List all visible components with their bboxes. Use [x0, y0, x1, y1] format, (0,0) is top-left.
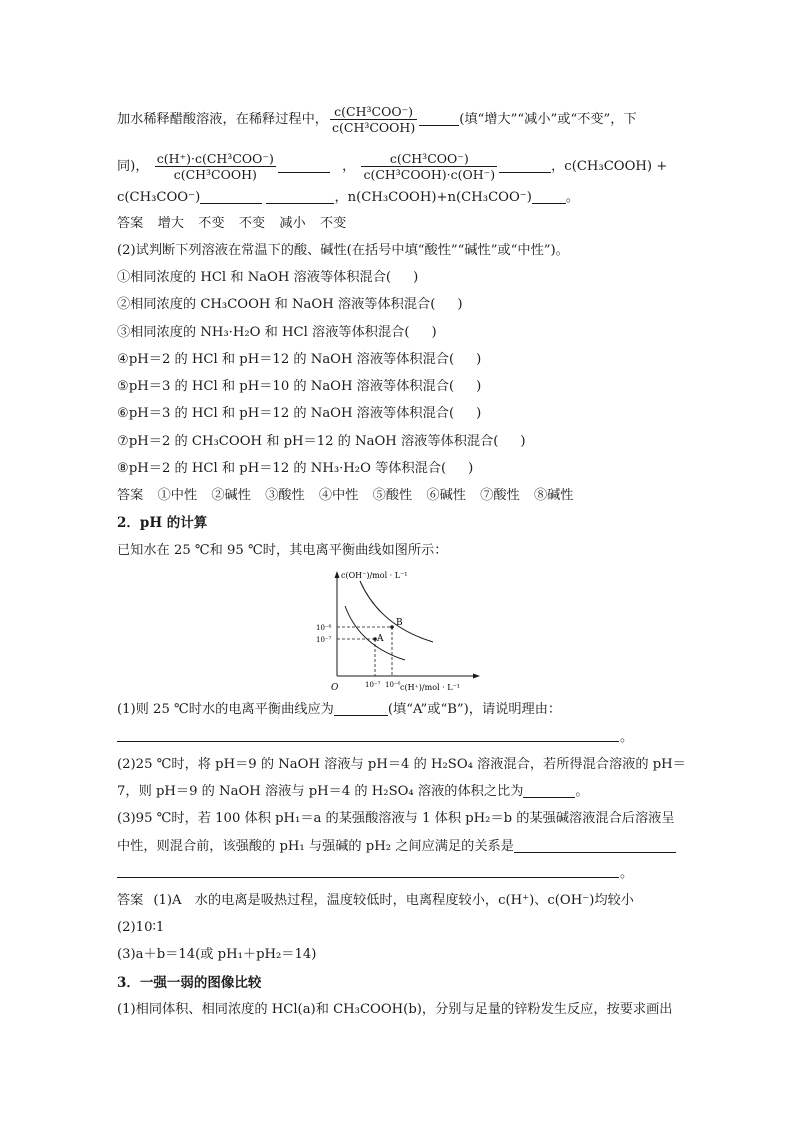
sec2-q3-line2: 中性，则混合前，该强酸的 pH₁ 与强碱的 pH₂ 之间应满足的关系是: [117, 837, 676, 857]
answer-3-line3: (3)a＋b＝14(或 pH₁＋pH₂＝14): [117, 947, 317, 962]
sec2-intro: 已知水在 25 ℃和 95 ℃时，其电离平衡曲线如图所示：: [117, 543, 448, 558]
blank[interactable]: [278, 158, 330, 173]
q2-item: ②相同浓度的 CH₃COOH 和 NaOH 溶液等体积混合( ): [117, 297, 463, 312]
y-axis-label: c(OH⁻)/mol · L⁻¹: [341, 571, 408, 580]
q2-item: ⑤pH＝3 的 HCl 和 pH＝10 的 NaOH 溶液等体积混合( ): [117, 379, 482, 394]
answer-3: 答案 (1)A 水的电离是吸热过程，温度较低时，电离程度较小，c(H⁺)、c(OH⁻)均较小: [117, 893, 634, 908]
blank[interactable]: [523, 783, 575, 798]
y-tick-label: 10⁻⁶: [316, 624, 332, 632]
answer-line[interactable]: [117, 877, 619, 878]
q2-item: ⑧pH＝2 的 HCl 和 pH＝12 的 NH₃·H₂O 等体积混合( ): [117, 461, 474, 476]
fraction-3: $\frac{\text{c(CH³COO⁻)}}{\text{c(CH³COOH)·c(OH⁻)}}$: [363, 151, 496, 182]
q2-intro: (2)试判断下列溶液在常温下的酸、碱性(在括号中填“酸性”“碱性”或“中性”)。: [117, 243, 569, 258]
blank[interactable]: [499, 158, 551, 173]
sec2-q3-line1: (3)95 ℃时，若 100 体积 pH₁＝a 的某强酸溶液与 1 体积 pH₂＝b 的某强碱溶液混合后溶液呈: [117, 811, 675, 826]
q2-item: ⑦pH＝2 的 CH₃COOH 和 pH＝12 的 NaOH 溶液等体积混合( ): [117, 434, 526, 449]
sec3-line1: (1)相同体积、相同浓度的 HCl(a)和 CH₃COOH(b)，分别与足量的锌粉发生反应，按要求画出: [117, 1002, 673, 1017]
y-tick-label: 10⁻⁷: [316, 636, 332, 644]
section-heading: 3．一强一弱的图像比较: [117, 975, 262, 991]
curve-b: [360, 581, 433, 642]
ionization-curve-graph: [305, 566, 490, 694]
sec2-q1: (1)则 25 ℃时水的电离平衡曲线应为 (填“A”或“B”)，请说明理由：: [117, 702, 562, 717]
p1-line1: 加水稀释醋酸溶液，在稀释过程中， $\frac{\text{c(CH³COO⁻)}}{\text{c(CH³COOH)}}$ (填“增大”“减小”或“不变”，下: [117, 104, 637, 135]
blank[interactable]: [266, 189, 334, 204]
sec2-q2-line1: (2)25 ℃时，将 pH＝9 的 NaOH 溶液与 pH＝4 的 H₂SO₄ 溶液混合，若所得混合溶液的 pH＝: [117, 757, 686, 772]
point-a-label: A: [377, 634, 384, 644]
origin-label: O: [331, 683, 339, 693]
q2-item: ①相同浓度的 HCl 和 NaOH 溶液等体积混合( ): [117, 270, 419, 285]
sec2-q2-line2: 7，则 pH＝9 的 NaOH 溶液与 pH＝4 的 H₂SO₄ 溶液的体积之比为 。: [117, 784, 589, 799]
x-tick-label: 10⁻⁶: [385, 681, 401, 689]
answer-3-line2: (2)10∶1: [117, 920, 165, 935]
q2-item: ③相同浓度的 NH₃·H₂O 和 HCl 溶液等体积混合( ): [117, 325, 437, 340]
y-axis-arrow: [335, 571, 340, 578]
q2-item: ⑥pH＝3 的 HCl 和 pH＝12 的 NaOH 溶液等体积混合( ): [117, 406, 482, 421]
x-axis-arrow: [473, 674, 480, 679]
p1-text: 加水稀释醋酸溶液，在稀释过程中，: [117, 112, 328, 127]
point-b: [390, 625, 394, 629]
fraction-1: $\frac{\text{c(CH³COO⁻)}}{\text{c(CH³COOH)}}$: [332, 104, 416, 135]
x-tick-label: 10⁻⁷: [365, 681, 381, 689]
answer-2: 答案 ①中性 ②碱性 ③酸性 ④中性 ⑤酸性 ⑥碱性 ⑦酸性 ⑧碱性: [117, 488, 574, 503]
blank[interactable]: [532, 189, 566, 204]
p1-line2: 同)， $\frac{\text{c(H⁺)·c(CH³COO⁻)}}{\text{c(CH³COOH)}}$ ， $\frac{\text{c(CH³COO⁻)}}{\text{c(CH³COOH)·c(OH⁻)}}$ ，c(CH₃COOH) +: [117, 151, 668, 182]
section-heading: 2．pH 的计算: [117, 515, 208, 531]
p1-line3: c(CH₃COO⁻) ，n(CH₃COOH)+n(CH₃COO⁻) 。: [117, 190, 580, 205]
answer-line[interactable]: [117, 741, 619, 742]
fraction-2: $\frac{\text{c(H⁺)·c(CH³COO⁻)}}{\text{c(CH³COOH)}}$: [156, 151, 274, 182]
x-axis-label: c(H⁺)/mol · L⁻¹: [400, 683, 460, 692]
blank[interactable]: [334, 701, 388, 716]
blank[interactable]: [200, 189, 262, 204]
document-page: 加水稀释醋酸溶液，在稀释过程中， $\frac{\text{c(CH³COO⁻)}}{\text{c(CH³COOH)}}$ (填“增大”“减小”或“不变”，下 同)， $\frac{\text{c(H⁺)·c(CH³COO⁻)}}{\text{c(CH³COOH)}}$ ， $\frac{\text{c(CH³COO⁻)}}{\text{c(CH³COOH)·c(OH⁻)}}$ ，c(CH₃COOH) + c(CH₃COO⁻) ，n(CH₃COOH)+n(CH₃COO⁻) 。 答案 增大 不变 不变 减小 不变 (2)试判断下列溶液在常温下的酸、碱性(在括号中填“酸性”“碱性”或“中性”)。 ①相同浓度的 HCl 和 NaOH 溶液等体积混合( ) ②相同浓度的 CH₃COOH 和 NaOH 溶液等体积混合( ) ③相同浓度的 NH₃·H₂O 和 HCl 溶液等体积混合( ) ④pH＝2 的 HCl 和 pH＝12 的 NaOH 溶液等体积混合( ) ⑤pH＝3 的 HCl 和 pH＝10 的 NaOH 溶液等体积混合( ) ⑥pH＝3 的 HCl 和 pH＝12 的 NaOH 溶液等体积混合( ) ⑦pH＝2 的 CH₃COOH 和 pH＝12 的 NaOH 溶液等体积混合( ) ⑧pH＝2 的 HCl 和 pH＝12 的 NH₃·H₂O 等体积混合( ) 答案 ①中性 ②碱性 ③酸性 ④中性 ⑤酸性 ⑥碱性 ⑦酸性 ⑧碱性 2．pH 的计算 已知水在 25 ℃和 95 ℃时，其电离平衡曲线如图所示： c(OH⁻)/mol · L⁻¹ c(H⁺)/mol · L⁻¹ O A B 10⁻⁶ 10⁻⁷ 10⁻⁷ 10⁻⁶ (1)则 25 ℃时水的电离平衡曲线应为 (填“A”或“B”)，请说明理由： 。 (2)25 ℃时，将 pH＝9 的 NaOH 溶液与 pH＝4 的 H₂SO₄ 溶液混合，若所得混合溶液的 pH＝ 7，则 pH＝9 的 NaOH 溶液与 pH＝4 的 H₂SO₄ 溶液的体积之比为 。 (3)95 ℃时，若 100 体积 pH₁＝a 的某强酸溶液与 1 体积 pH₂＝b 的某强碱溶液混合后溶液呈 中性，则混合前，该强酸的 pH₁ 与强碱的 pH₂ 之间应满足的关系是 。 答案 (1)A 水的电离是吸热过程，温度较低时，电离程度较小，c(H⁺)、c(OH⁻)均较小 (2)10∶1 (3)a＋b＝14(或 pH₁＋pH₂＝14) 3．一强一弱的图像比较 (1)相同体积、相同浓度的 HCl(a)和 CH₃COOH(b)，分别与足量的锌粉发生反应，按要求画出: [0, 0, 794, 1123]
blank[interactable]: [419, 111, 459, 126]
blank[interactable]: [514, 838, 676, 853]
q2-item: ④pH＝2 的 HCl 和 pH＝12 的 NaOH 溶液等体积混合( ): [117, 352, 482, 367]
answer-1: 答案 增大 不变 不变 减小 不变: [117, 216, 347, 231]
point-b-label: B: [396, 618, 403, 628]
